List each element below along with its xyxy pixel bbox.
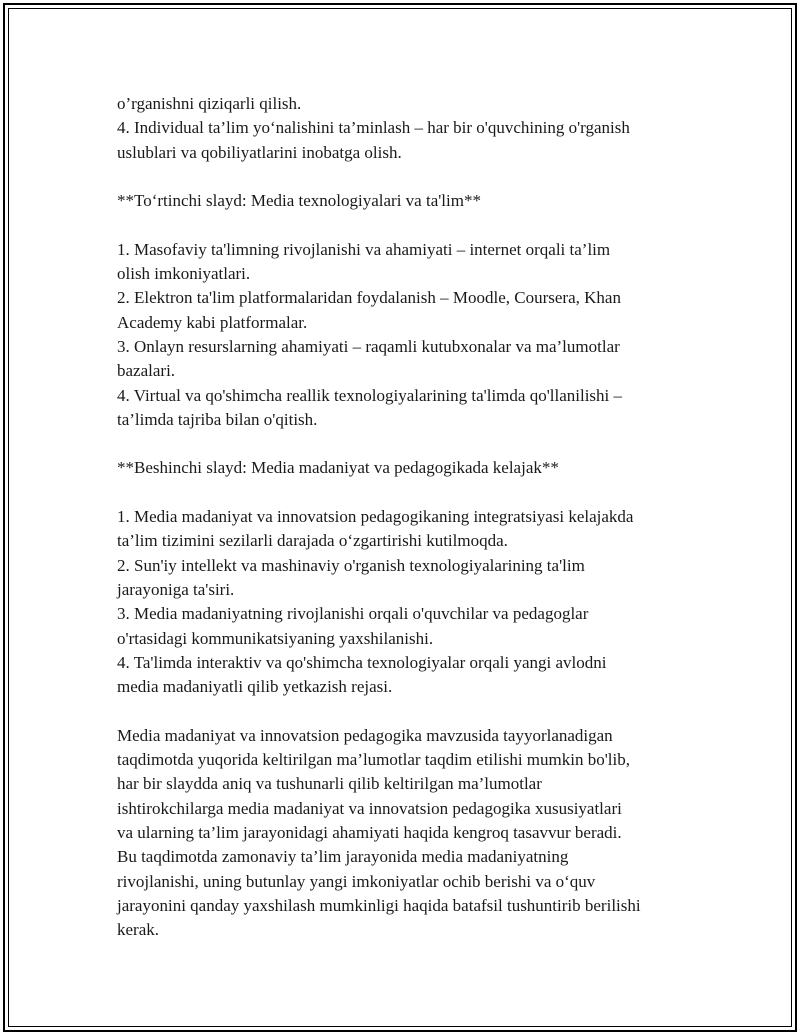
slide-heading-5: **Beshinchi slayd: Media madaniyat va pedagogikada kelajak** (117, 458, 559, 478)
text-line: o'rtasidagi kommunikatsiyaning yaxshilanishi. (117, 628, 434, 648)
summary-line: kerak. (117, 920, 160, 940)
text-line: 3. Media madaniyatning rivojlanishi orqali o'quvchilar va pedagoglar (117, 604, 589, 624)
blank-line (117, 481, 697, 505)
blank-line (117, 432, 697, 456)
summary-line: taqdimotda yuqorida keltirilgan ma’lumotlar taqdim etilishi mumkin bo'lib, (117, 750, 630, 770)
text-line: 1. Masofaviy ta'limning rivojlanishi va ahamiyati – internet orqali ta’lim (117, 239, 611, 259)
summary-line: Media madaniyat va innovatsion pedagogika mavzusida tayyorlanadigan (117, 725, 613, 745)
text-line: olish imkoniyatlari. (117, 264, 251, 284)
blank-line (117, 165, 697, 189)
text-line: 2. Elektron ta'lim platformalaridan foydalanish – Moodle, Coursera, Khan (117, 288, 621, 308)
text-line: uslublari va qobiliyatlarini inobatga olish. (117, 142, 402, 162)
text-line: ta’limda tajriba bilan o'qitish. (117, 409, 318, 429)
text-line: jarayoniga ta'siri. (117, 579, 235, 599)
slide-heading-4: **To‘rtinchi slayd: Media texnologiyalari va ta'lim** (117, 191, 481, 211)
text-line: 2. Sun'iy intellekt va mashinaviy o'rganish texnologiyalarining ta'lim (117, 555, 585, 575)
text-line: ta’lim tizimini sezilarli darajada o‘zgartirishi kutilmoqda. (117, 531, 508, 551)
summary-line: jarayonini qanday yaxshilash mumkinligi haqida batafsil tushuntirib berilishi (117, 895, 641, 915)
summary-line: har bir slaydda aniq va tushunarli qilib keltirilgan ma’lumotlar (117, 774, 542, 794)
blank-line (117, 213, 697, 237)
text-line: 4. Ta'limda interaktiv va qo'shimcha texnologiyalar orqali yangi avlodni (117, 652, 607, 672)
text-line: bazalari. (117, 361, 176, 381)
text-line: 3. Onlayn resurslarning ahamiyati – raqamli kutubxonalar va ma’lumotlar (117, 336, 620, 356)
text-line: o’rganishni qiziqarli qilish. (117, 94, 302, 113)
summary-line: ishtirokchilarga media madaniyat va innovatsion pedagogika xususiyatlari (117, 798, 622, 818)
text-line: 1. Media madaniyat va innovatsion pedagogikaning integratsiyasi kelajakda (117, 507, 634, 527)
summary-line: rivojlanishi, uning butunlay yangi imkoniyatlar ochib berishi va o‘quv (117, 871, 596, 891)
text-line: media madaniyatli qilib yetkazish rejasi. (117, 677, 393, 697)
text-line: 4. Individual ta’lim yo‘nalishini ta’minlash – har bir o'quvchining o'rganish (117, 118, 630, 138)
text-line: Academy kabi platformalar. (117, 312, 308, 332)
document-text (117, 92, 697, 942)
summary-line: va ularning ta’lim jarayonidagi ahamiyati haqida kengroq tasavvur beradi. (117, 822, 622, 842)
blank-line (117, 699, 697, 723)
text-line: 4. Virtual va qo'shimcha reallik texnologiyalarining ta'limda qo'llanilishi – (117, 385, 623, 405)
summary-line: Bu taqdimotda zamonaviy ta’lim jarayonida media madaniyatning (117, 847, 569, 867)
